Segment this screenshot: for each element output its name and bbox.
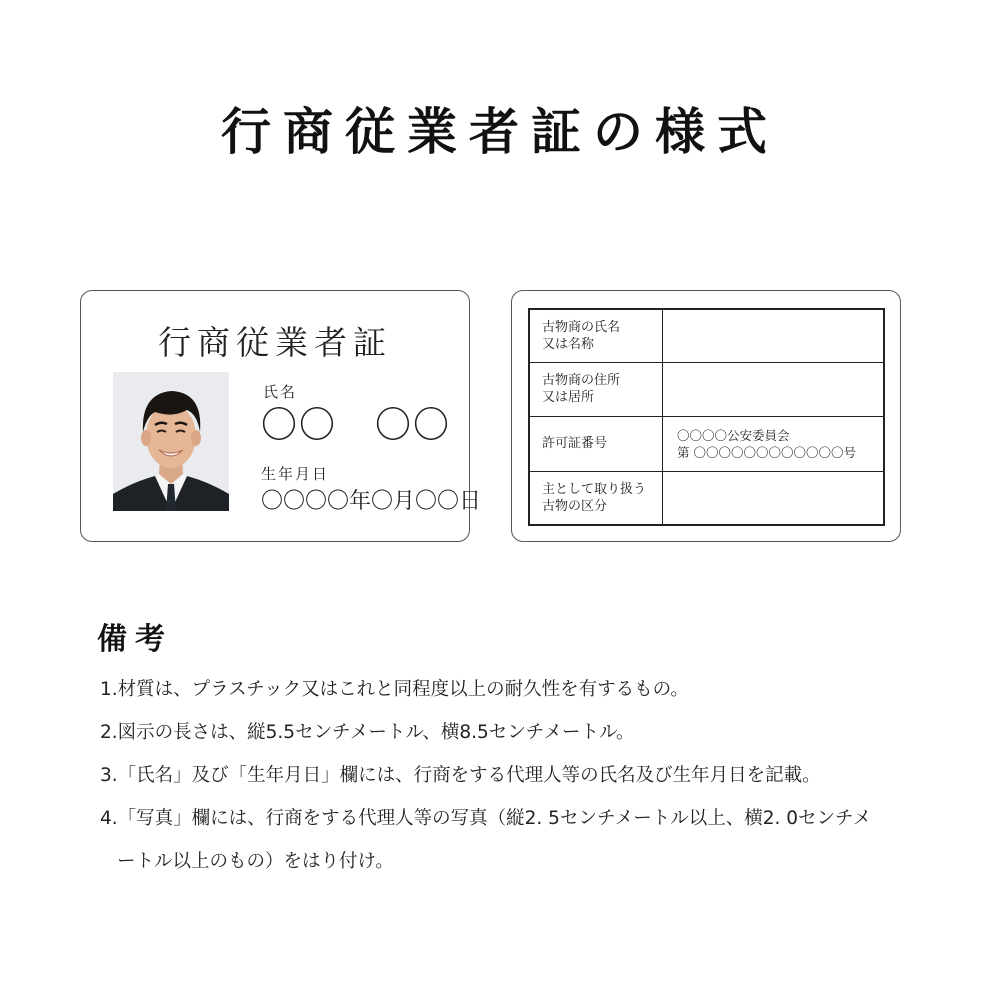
table-row — [529, 416, 884, 471]
name-label: 氏名 — [263, 383, 298, 401]
row-label: 主として取り扱う 古物の区分 — [529, 471, 663, 525]
id-photo — [113, 372, 229, 511]
row-value: 〇〇〇〇公安委員会 第 〇〇〇〇〇〇〇〇〇〇〇〇号 — [663, 416, 885, 471]
id-card-back — [511, 290, 901, 542]
id-card-front — [80, 290, 482, 542]
row-label: 古物商の氏名 又は名称 — [529, 309, 663, 362]
page-title: 行商従業者証の様式 — [221, 103, 779, 161]
row-value — [663, 471, 885, 525]
dob-label: 生年月日 — [261, 465, 330, 483]
row-label: 許可証番号 — [529, 416, 663, 471]
table-row — [529, 471, 884, 525]
remarks-list — [100, 668, 920, 883]
table-row — [529, 362, 884, 416]
row-value — [663, 309, 885, 362]
name-value: 〇〇 〇〇 — [261, 405, 452, 446]
info-table — [528, 308, 885, 526]
card-title: 行商従業者証 — [158, 323, 392, 362]
remark-item-continuation: ートル以上のもの）をはり付け。 — [117, 851, 394, 872]
row-value — [663, 362, 885, 416]
table-row — [529, 309, 884, 362]
dob-value: 〇〇〇〇年〇月〇〇日 — [261, 489, 482, 514]
row-label: 古物商の住所 又は居所 — [529, 362, 663, 416]
remark-item: 2.図示の長さは、縦5.5センチメートル、横8.5センチメートル。 — [100, 722, 635, 743]
remark-item: 1.材質は、プラスチック又はこれと同程度以上の耐久性を有するもの。 — [100, 679, 689, 700]
remarks-heading: 備考 — [97, 622, 173, 657]
remark-item: 4.「写真」欄には、行商をする代理人等の写真（縦2. 5センチメートル以上、横2. 0センチメ — [100, 808, 872, 829]
remark-item: 3.「氏名」及び「生年月日」欄には、行商をする代理人等の氏名及び生年月日を記載。 — [100, 765, 821, 786]
